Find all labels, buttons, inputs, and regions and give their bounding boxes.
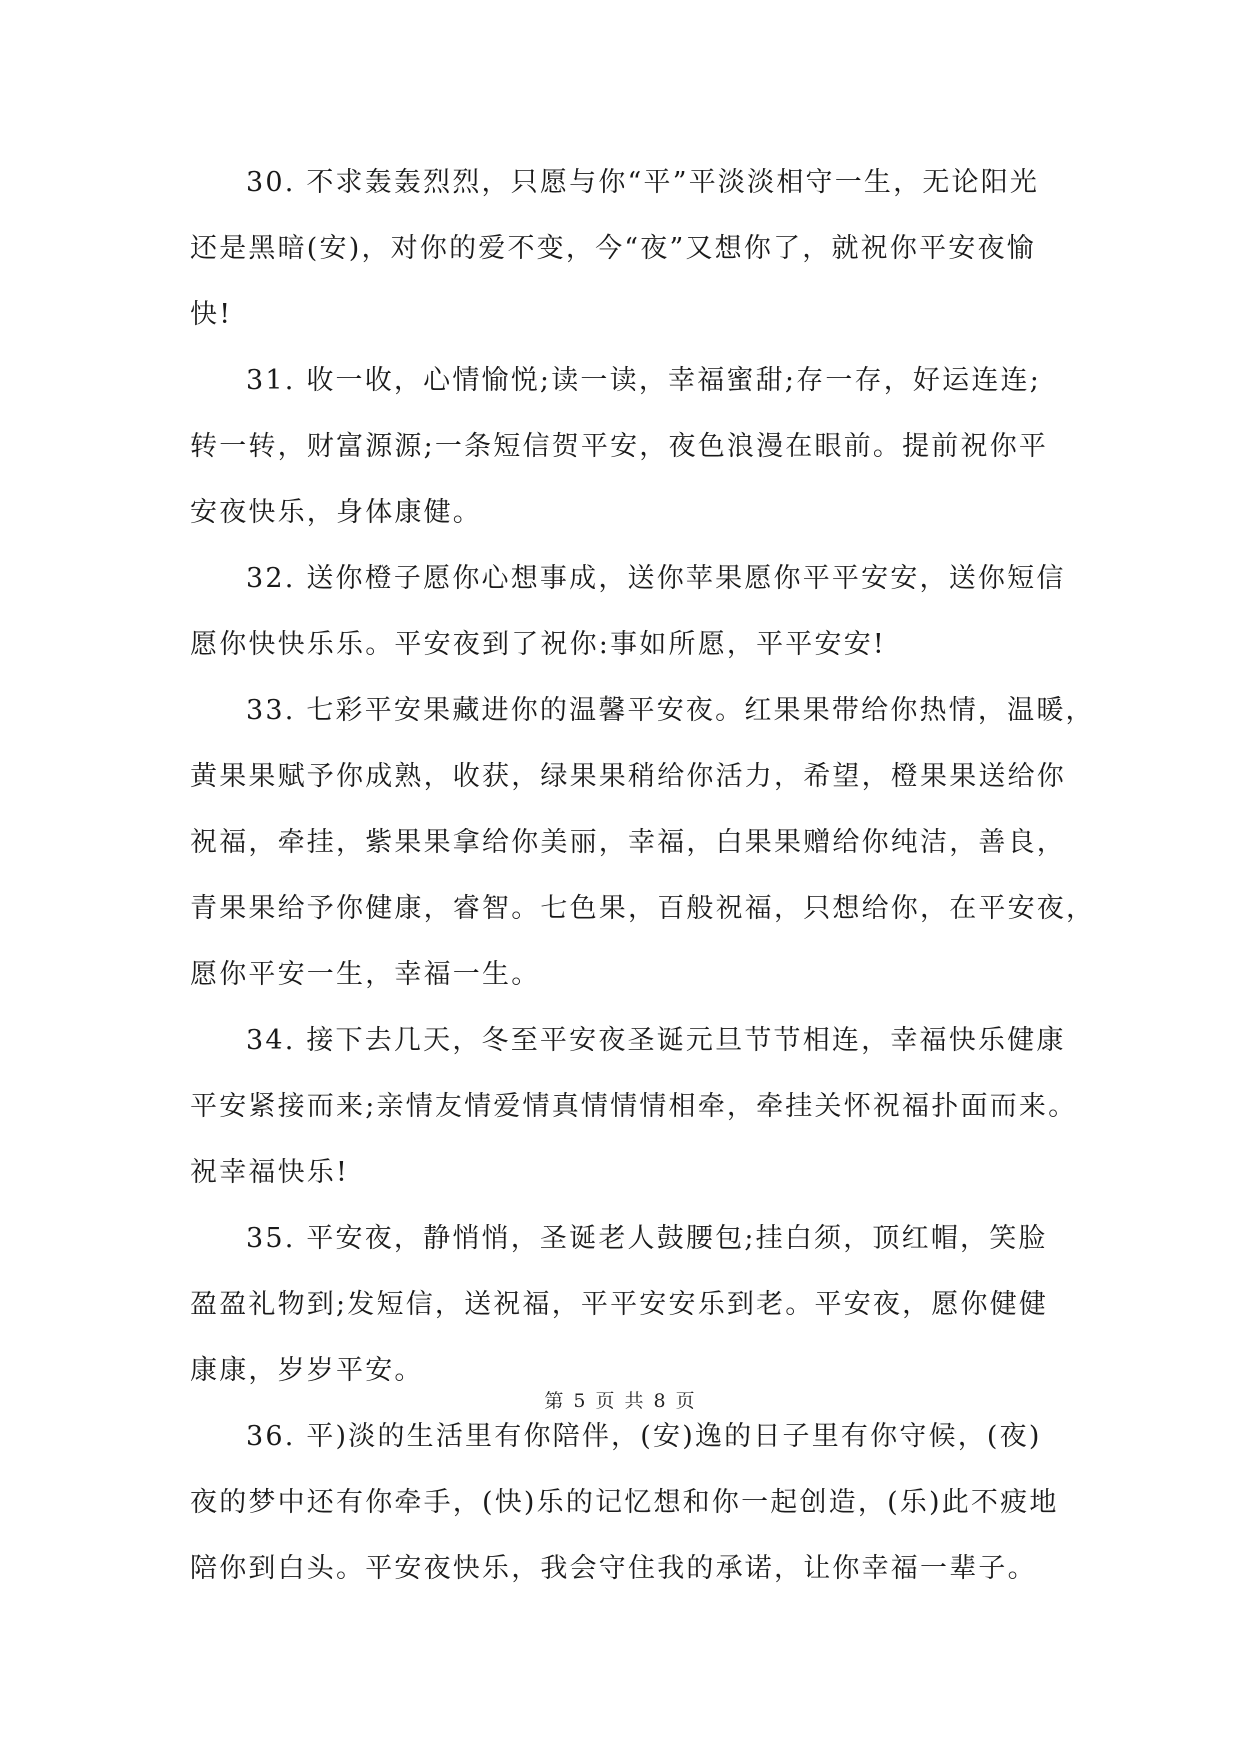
page-footer: [0, 1386, 1241, 1413]
paragraph-line: 愿你平安一生，幸福一生。: [190, 959, 541, 990]
paragraph-line: 青果果给予你健康，睿智。七色果，百般祝福，只想给你，在平安夜，: [190, 893, 1096, 924]
paragraph-33: [190, 678, 1096, 1008]
paragraph-line: 祝幸福快乐!: [190, 1157, 350, 1188]
paragraph-line: 盈盈礼物到;发短信，送祝福，平平安安乐到老。平安夜，愿你健健: [190, 1289, 1049, 1320]
paragraph-line: 平安紧接而来;亲情友情爱情真情情情相牵，牵挂关怀祝福扑面而来。: [190, 1091, 1078, 1122]
paragraph-32: [190, 546, 1066, 678]
paragraph-line: 康康，岁岁平安。: [190, 1355, 424, 1386]
footer-label-page: 第: [544, 1390, 566, 1412]
paragraph-35: [190, 1206, 1060, 1404]
paragraph-line: 34. 接下去几天，冬至平安夜圣诞元旦节节相连，幸福快乐健康: [246, 1025, 1066, 1056]
paragraph-line: 33. 七彩平安果藏进你的温馨平安夜。红果果带给你热情，温暖，: [246, 695, 1095, 726]
footer-label-page-unit: 页: [595, 1390, 617, 1412]
paragraph-line: 祝福，牵挂，紫果果拿给你美丽，幸福，白果果赠给你纯洁，善良，: [190, 827, 1066, 858]
paragraph-31: [190, 348, 1060, 546]
document-body: [190, 150, 1096, 1602]
paragraph-line: 转一转，财富源源;一条短信贺平安，夜色浪漫在眼前。提前祝你平: [190, 431, 1049, 462]
paragraph-line: 愿你快快乐乐。平安夜到了祝你:事如所愿，平平安安!: [190, 629, 886, 660]
paragraph-line: 35. 平安夜，静悄悄，圣诞老人鼓腰包;挂白须，顶红帽，笑脸: [246, 1223, 1048, 1254]
footer-current-page: 5: [573, 1390, 588, 1412]
paragraph-36: [190, 1404, 1060, 1602]
paragraph-line: 夜的梦中还有你牵手，(快)乐的记忆想和你一起创造，(乐)此不疲地: [190, 1487, 1059, 1518]
footer-label-total-unit: 页: [675, 1390, 697, 1412]
paragraph-line: 安夜快乐，身体康健。: [190, 497, 482, 528]
paragraph-line: 还是黑暗(安)，对你的爱不变，今“夜”又想你了，就祝你平安夜愉: [190, 233, 1036, 264]
paragraph-30: [190, 150, 1060, 348]
paragraph-line: 32. 送你橙子愿你心想事成，送你苹果愿你平平安安，送你短信: [246, 563, 1066, 594]
footer-total-pages: 8: [653, 1390, 668, 1412]
paragraph-line: 黄果果赋予你成熟，收获，绿果果稍给你活力，希望，橙果果送给你: [190, 761, 1066, 792]
paragraph-line: 快!: [190, 299, 233, 330]
paragraph-line: 31. 收一收，心情愉悦;读一读，幸福蜜甜;存一存，好运连连;: [246, 365, 1042, 396]
footer-label-total: 共: [624, 1390, 646, 1412]
paragraph-line: 30. 不求轰轰烈烈，只愿与你“平”平淡淡相守一生，无论阳光: [246, 167, 1040, 198]
paragraph-line: 陪你到白头。平安夜快乐，我会守住我的承诺，让你幸福一辈子。: [190, 1553, 1037, 1584]
paragraph-34: [190, 1008, 1078, 1206]
paragraph-line: 36. 平)淡的生活里有你陪伴，(安)逸的日子里有你守候，(夜): [246, 1421, 1042, 1452]
